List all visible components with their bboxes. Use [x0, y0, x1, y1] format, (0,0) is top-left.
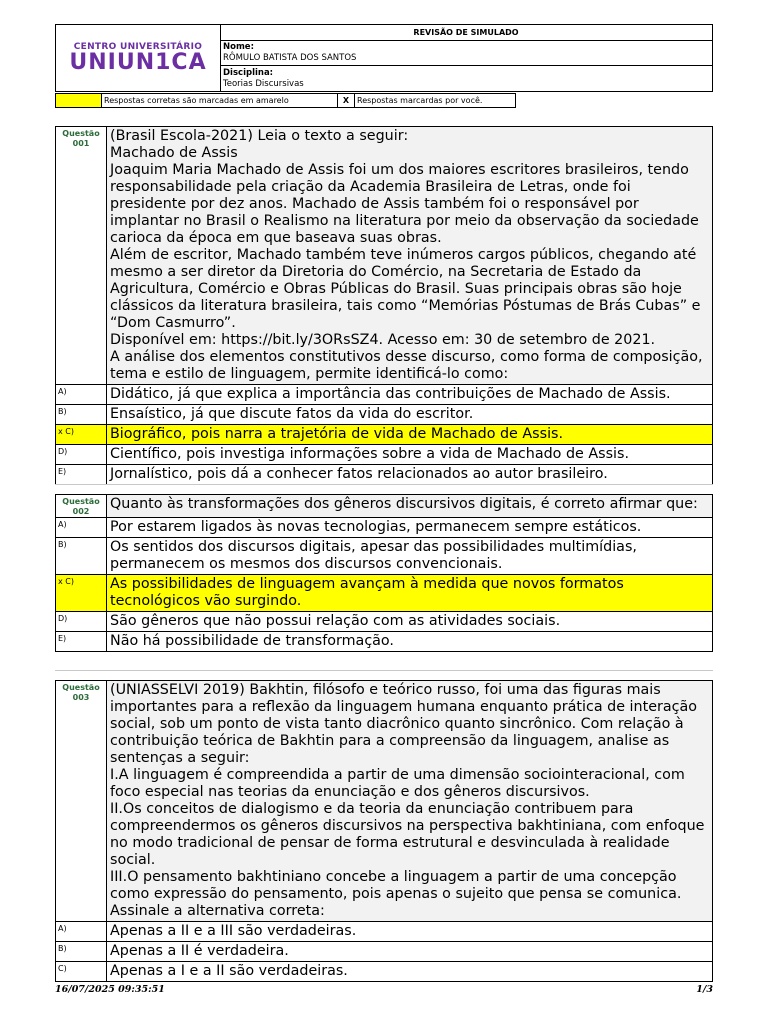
option-letter: B) [56, 405, 107, 425]
option-text: Por estarem ligados às novas tecnologias, permanecem sempre estáticos. [107, 518, 713, 538]
option-text: As possibilidades de linguagem avançam à medida que novos formatos tecnológicos vão surgindo. [107, 575, 713, 612]
discipline-label: Disciplina: [223, 68, 274, 78]
option-letter: E) [56, 465, 107, 485]
option-letter: A) [56, 922, 107, 942]
option-row [56, 518, 713, 538]
option-letter: B) [56, 942, 107, 962]
question-003 [55, 680, 713, 982]
option-letter: A) [56, 385, 107, 405]
question-stem: Quanto às transformações dos gêneros discursivos digitais, é correto afirmar que: [107, 495, 713, 518]
option-letter: B) [56, 538, 107, 575]
option-row-selected [56, 575, 713, 612]
name-value: RÔMULO BATISTA DOS SANTOS [223, 53, 357, 63]
question-number: Questão 002 [56, 495, 107, 518]
option-row [56, 612, 713, 632]
institution-logo [56, 25, 221, 91]
divider [55, 670, 713, 671]
option-letter: D) [56, 612, 107, 632]
legend-marked-text: Respostas marcardas por você. [354, 93, 516, 108]
option-row [56, 405, 713, 425]
option-letter: A) [56, 518, 107, 538]
page-footer [55, 981, 713, 996]
option-text: Biográfico, pois narra a trajetória de vida de Machado de Assis. [107, 425, 713, 445]
option-row [56, 962, 713, 982]
option-text: Os sentidos dos discursos digitais, apesar das possibilidades multimídias, permanecem os mesmos dos discursos convencionais. [107, 538, 713, 575]
option-letter: E) [56, 632, 107, 652]
discipline-value: Teorias Discursivas [223, 79, 304, 89]
question-number: Questão 003 [56, 681, 107, 922]
option-text: Apenas a II e a III são verdadeiras. [107, 922, 713, 942]
option-row [56, 538, 713, 575]
print-datetime: 16/07/2025 09:35:51 [55, 984, 165, 995]
option-text: Científico, pois investiga informações sobre a vida de Machado de Assis. [107, 445, 713, 465]
option-row [56, 465, 713, 485]
question-stem: (UNIASSELVI 2019) Bakhtin, filósofo e teórico russo, foi uma das figuras mais importantes para a reflexão da linguagem humana enquanto prática de interação social, sob um ponto de vista tanto diacrônico quanto sincrônico. Com relação à contribuição teórica de Bakhtin para a compreensão da linguagem, analise as sentenças a seguir: I.A linguagem é compreendida a partir de uma dimensão sociointeracional, com foco especial nas teorias da enunciação e dos gêneros discursivos. II.Os conceitos de dialogismo e da teoria da enunciação contribuem para compreendermos os gêneros discursivos na perspectiva bakhtiniana, com enfoque no modo tradicional de pensar de forma estrutural e desvinculada à realidade social. III.O pensamento bakhtiniano concebe a linguagem a partir de uma concepção como expressão do pensamento, pois apenas o sujeito que pensa se comunica. Assinale a alternativa correta: [107, 681, 713, 922]
student-name-cell [220, 40, 712, 66]
option-text: Didático, já que explica a importância das contribuições de Machado de Assis. [107, 385, 713, 405]
page-number: 1/3 [696, 984, 713, 995]
option-row [56, 632, 713, 652]
option-row [56, 445, 713, 465]
option-text: São gêneros que não possui relação com as atividades sociais. [107, 612, 713, 632]
option-letter: C) [56, 962, 107, 982]
legend-marker: X [337, 93, 355, 108]
legend-correct-text: Respostas corretas são marcadas em amarelo [101, 93, 338, 108]
page-title: REVISÃO DE SIMULADO [220, 25, 712, 41]
question-stem: (Brasil Escola-2021) Leia o texto a seguir: Machado de Assis Joaquim Maria Machado de Assis foi um dos maiores escritores brasileiros, tendo responsabilidade pela criação da Academia Brasileira de Letras, onde foi presidente por dez anos. Machado de Assis também foi o responsável por implantar no Brasil o Realismo na literatura por meio da observação da sociedade carioca da época em que baseava suas obras. Além de escritor, Machado também teve inúmeros cargos públicos, chegando até mesmo a ser diretor da Diretoria do Comércio, na Secretaria de Estado da Agricultura, Comércio e Obras Públicas do Brasil. Suas principais obras são hoje clássicos da literatura brasileira, tais como “Memórias Póstumas de Brás Cubas” e “Dom Casmurro”. Disponível em: https://bit.ly/3ORsSZ4. Acesso em: 30 de setembro de 2021. A análise dos elementos constitutivos desse discurso, como forma de composição, tema e estilo de linguagem, permite identificá-lo como: [107, 127, 713, 385]
option-row [56, 385, 713, 405]
option-text: Não há possibilidade de transformação. [107, 632, 713, 652]
question-001 [55, 126, 713, 485]
option-text: Ensaístico, já que discute fatos da vida do escritor. [107, 405, 713, 425]
option-row [56, 942, 713, 962]
option-text: Apenas a II é verdadeira. [107, 942, 713, 962]
option-letter: x C) [56, 575, 107, 612]
question-number: Questão 001 [56, 127, 107, 385]
option-text: Jornalístico, pois dá a conhecer fatos relacionados ao autor brasileiro. [107, 465, 713, 485]
option-letter: D) [56, 445, 107, 465]
discipline-cell [220, 66, 712, 91]
option-text: Apenas a I e a II são verdadeiras. [107, 962, 713, 982]
option-row-selected [56, 425, 713, 445]
logo-main-text: UNIUN1CA [69, 50, 207, 75]
header-table [55, 24, 713, 92]
divider [55, 484, 713, 485]
question-002 [55, 494, 713, 652]
logo-top-text: CENTRO UNIVERSITÁRIO [73, 42, 203, 52]
option-row [56, 922, 713, 942]
name-label: Nome: [223, 42, 254, 52]
legend-yellow-swatch [55, 93, 102, 108]
option-letter: x C) [56, 425, 107, 445]
